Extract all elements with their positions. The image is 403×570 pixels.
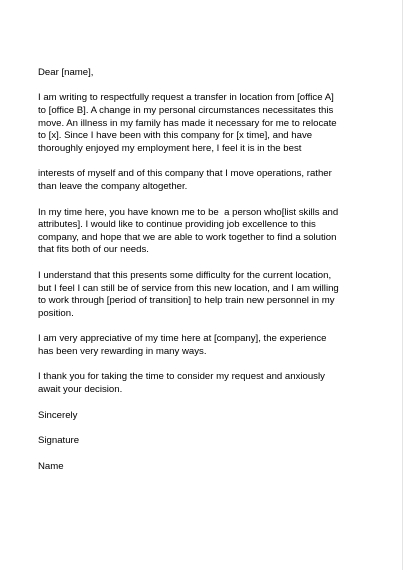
paragraph-line: to [office B]. A change in my personal circumstances necessitates this xyxy=(38,104,334,116)
greeting: Dear [name], xyxy=(38,67,94,78)
paragraph-3 xyxy=(38,207,378,257)
paragraph-6 xyxy=(38,371,378,396)
paragraph-line: company, and hope that we are able to work together to find a solution xyxy=(38,231,337,243)
paragraph-4 xyxy=(38,270,378,320)
paragraph-line: that fits both of our needs. xyxy=(38,244,149,256)
paragraph-line: In my time here, you have known me to be a person who[list skills and xyxy=(38,206,339,218)
paragraph-line: to [x]. Since I have been with this company for [x time], and have xyxy=(38,130,313,142)
letter-body xyxy=(38,67,378,473)
paragraph-line: attributes]. I would like to continue providing job excellence to this xyxy=(38,219,316,231)
paragraph-2 xyxy=(38,168,378,193)
paragraph-line: await your decision. xyxy=(38,384,123,396)
paragraph-line: move. An illness in my family has made it necessary for me to relocate xyxy=(38,117,337,129)
sender-name: Name xyxy=(38,460,64,472)
paragraph-1 xyxy=(38,92,378,155)
signature: Signature xyxy=(38,435,80,447)
paragraph-line: than leave the company altogether. xyxy=(38,180,188,192)
paragraph-line: to work through [period of transition] to help train new personnel in my xyxy=(38,295,335,307)
paragraph-line: position. xyxy=(38,307,74,319)
paragraph-line: interests of myself and of this company that I move operations, rather xyxy=(38,168,332,180)
paragraph-line: thoroughly enjoyed my employment here, I feel it is in the best xyxy=(38,142,302,154)
paragraph-line: I am writing to respectfully request a transfer in location from [office A] xyxy=(38,92,334,104)
paragraph-5 xyxy=(38,333,378,358)
paragraph-line: I understand that this presents some difficulty for the current location, xyxy=(38,269,332,281)
paragraph-line: but I feel I can still be of service from this new location, and I am willing xyxy=(38,282,339,294)
closing: Sincerely xyxy=(38,409,78,421)
paragraph-line: I thank you for taking the time to consider my request and anxiously xyxy=(38,371,325,383)
paragraph-line: I am very appreciative of my time here at [company], the experience xyxy=(38,333,327,345)
paragraph-line: has been very rewarding in many ways. xyxy=(38,345,207,357)
